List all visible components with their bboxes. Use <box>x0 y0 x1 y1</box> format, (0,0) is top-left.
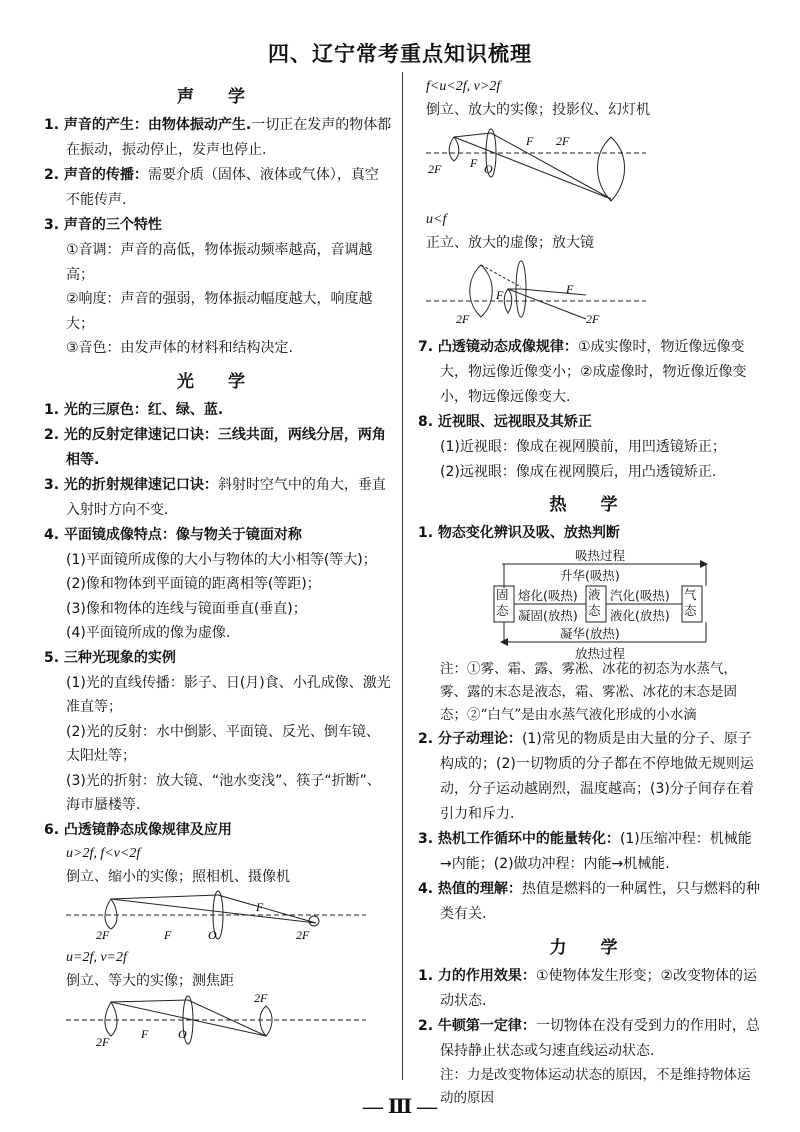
lens-diagram-2 <box>66 994 366 1052</box>
column-divider <box>402 72 403 1080</box>
force-note: 注：力是改变物体运动状态的原因，不是维持物体运动的原因 <box>440 1067 751 1106</box>
light-item-6: 6. 凸透镜静态成像规律及应用 <box>44 821 232 838</box>
svg-text:2F: 2F <box>296 928 310 942</box>
solidifying-label: 凝固(放热) <box>518 608 578 623</box>
lens-diagram-4 <box>426 255 646 335</box>
svg-text:O: O <box>484 161 493 176</box>
vaporizing-label: 汽化(吸热) <box>610 588 670 603</box>
section-heading-light: 光 学 <box>177 371 259 392</box>
sound-item-3b: ②响度：声音的强弱，物体振动幅度越大，响度越大； <box>66 291 373 332</box>
svg-text:O: O <box>208 928 217 942</box>
light-item-8-1: (1)近视眼：像成在视网膜前，用凹透镜矫正； <box>440 439 726 455</box>
light-item-4: 4. 平面镜成像特点：像与物关于镜面对称 <box>44 526 302 543</box>
svg-text:O: O <box>178 1026 187 1041</box>
light-item-4-2: (2)像和物体到平面镜的距离相等(等距)； <box>66 576 321 592</box>
light-item-4-4: (4)平面镜所成的像为虚像. <box>66 625 231 641</box>
lens-case-2-condition: u=2f, v=2f <box>66 950 127 965</box>
lens-case-1-description: 倒立、缩小的实像；照相机、摄像机 <box>66 868 290 885</box>
liquid-state-label: 液态 <box>588 587 601 618</box>
page-title: 四、辽宁常考重点知识梳理 <box>268 42 532 66</box>
heat-item-3: 3. 热机工作循环中的能量转化：(1)压缩冲程：机械能→内能；(2)做功冲程：内能→机械能. <box>418 831 752 872</box>
svg-text:F: F <box>566 282 574 296</box>
object-candle-icon <box>105 1002 117 1036</box>
light-item-5-1: (1)光的直线传播：影子、日(月)食、小孔成像、激光准直等； <box>66 674 391 715</box>
sound-item-1: 1. 声音的产生：由物体振动产生.一切正在发声的物体都在振动，振动停止，发声也停止. <box>44 117 392 158</box>
sound-item-3c: ③音色：由发声体的材料和结构决定. <box>66 340 294 356</box>
lens-case-4-condition: u<f <box>426 211 447 227</box>
section-heading-heat: 热 学 <box>549 495 632 515</box>
force-item-1: 1. 力的作用效果：①使物体发生形变；②改变物体的运动状态. <box>418 968 758 1009</box>
svg-text:F: F <box>526 133 534 148</box>
section-heading-sound: 声 学 <box>177 87 259 107</box>
release-process-label: 放热过程 <box>575 646 626 661</box>
svg-text:F: F <box>496 288 504 302</box>
svg-text:2F: 2F <box>456 312 470 326</box>
light-item-2: 2. 光的反射定律速记口诀：三线共面，两线分居，两角相等. <box>44 426 386 468</box>
light-item-8-2: (2)远视眼：像成在视网膜后，用凸透镜矫正. <box>440 463 717 480</box>
left-column <box>44 76 392 1052</box>
svg-text:2F: 2F <box>586 312 600 326</box>
object-candle-icon <box>105 899 117 929</box>
light-item-5-3: (3)光的折射：放大镜、“池水变浅”、筷子“折断”、海市蜃楼等. <box>66 772 381 813</box>
light-item-7: 7. 凸透镜动态成像规律：①成实像时，物近像远像变大，物远像近像变小；②成虚像时，物近像近像变小，物远像远像变大. <box>418 339 747 405</box>
image-candle-icon <box>597 137 624 201</box>
light-item-4-3: (3)像和物体的连线与镜面垂直(垂直)； <box>66 600 307 617</box>
svg-text:2F: 2F <box>96 928 110 942</box>
lens-diagram-3 <box>426 123 646 209</box>
svg-text:2F: 2F <box>96 1034 110 1049</box>
image-candle-icon <box>260 1006 272 1036</box>
sublimation-label: 升华(吸热) <box>560 568 620 583</box>
object-candle-icon <box>449 137 459 161</box>
svg-text:F: F <box>256 900 264 914</box>
sound-item-3: 3. 声音的三个特性 <box>44 217 162 233</box>
liquefying-label: 液化(放热) <box>610 608 670 623</box>
heat-item-4: 4. 热值的理解：热值是燃料的一种属性，只与燃料的种类有关. <box>418 881 760 922</box>
svg-text:F: F <box>141 1026 149 1041</box>
phase-change-diagram <box>490 546 720 661</box>
svg-text:F: F <box>164 928 172 942</box>
light-item-1: 1. 光的三原色：红、绿、蓝. <box>44 401 224 418</box>
deposition-label: 凝华(放热) <box>560 626 620 641</box>
solid-state-label: 固态 <box>496 587 509 618</box>
page-number: — Ⅲ — <box>362 1096 438 1118</box>
sound-item-2: 2. 声音的传播：需要介质（固体、液体或气体），真空不能传声. <box>44 167 379 208</box>
svg-text:2F: 2F <box>428 161 442 176</box>
force-item-2: 2. 牛顿第一定律：一切物体在没有受到力的作用时，总保持静止状态或匀速直线运动状态. <box>418 1018 760 1059</box>
light-item-5: 5. 三种光现象的实例 <box>44 649 176 666</box>
svg-text:2F: 2F <box>254 993 268 1005</box>
heat-item-2: 2. 分子动理论：(1)常见的物质是由大量的分子、原子构成的；(2)一切物质的分子都在不停地做无规则运动，分子运动越剧烈，温度越高；(3)分子间存在着引力和斥力. <box>418 731 754 822</box>
lens-case-3-description: 倒立、放大的实像；投影仪、幻灯机 <box>426 102 650 118</box>
light-item-4-1: (1)平面镜所成像的大小与物体的大小相等(等大)； <box>66 551 377 568</box>
light-item-5-2: (2)光的反射：水中倒影、平面镜、反光、倒车镜、太阳灶等； <box>66 723 380 764</box>
virtual-image-candle-icon <box>470 265 493 317</box>
gas-state-label: 气态 <box>684 587 697 618</box>
heat-note: 注：①雾、霜、露、雾凇、冰花的初态为水蒸气，雾、露的末态是液态，霜、雾凇、冰花的末态是固态；②“白气”是由水蒸气液化形成的小水滴 <box>440 661 737 723</box>
light-item-8: 8. 近视眼、远视眼及其矫正 <box>418 414 592 430</box>
heat-item-1: 1. 物态变化辨识及吸、放热判断 <box>418 525 620 541</box>
section-heading-force: 力 学 <box>549 938 632 958</box>
svg-text:2F: 2F <box>556 133 570 148</box>
sound-item-3a: ①音调：声音的高低，物体振动频率越高，音调越高； <box>66 242 373 283</box>
lens-diagram-1 <box>66 889 366 947</box>
lens-case-2-description: 倒立、等大的实像；测焦距 <box>66 973 234 989</box>
absorb-process-label: 吸热过程 <box>575 548 626 563</box>
svg-text:F: F <box>470 155 478 170</box>
lens-case-1-condition: u>2f, f<v<2f <box>66 845 141 861</box>
right-column <box>418 76 763 1110</box>
melting-label: 熔化(吸热) <box>518 588 578 603</box>
lens-case-4-description: 正立、放大的虚像；放大镜 <box>426 234 594 251</box>
lens-case-3-condition: f<u<2f, v>2f <box>426 79 501 94</box>
light-item-3: 3. 光的折射规律速记口诀：斜射时空气中的角大，垂直入射时方向不变. <box>44 476 386 518</box>
